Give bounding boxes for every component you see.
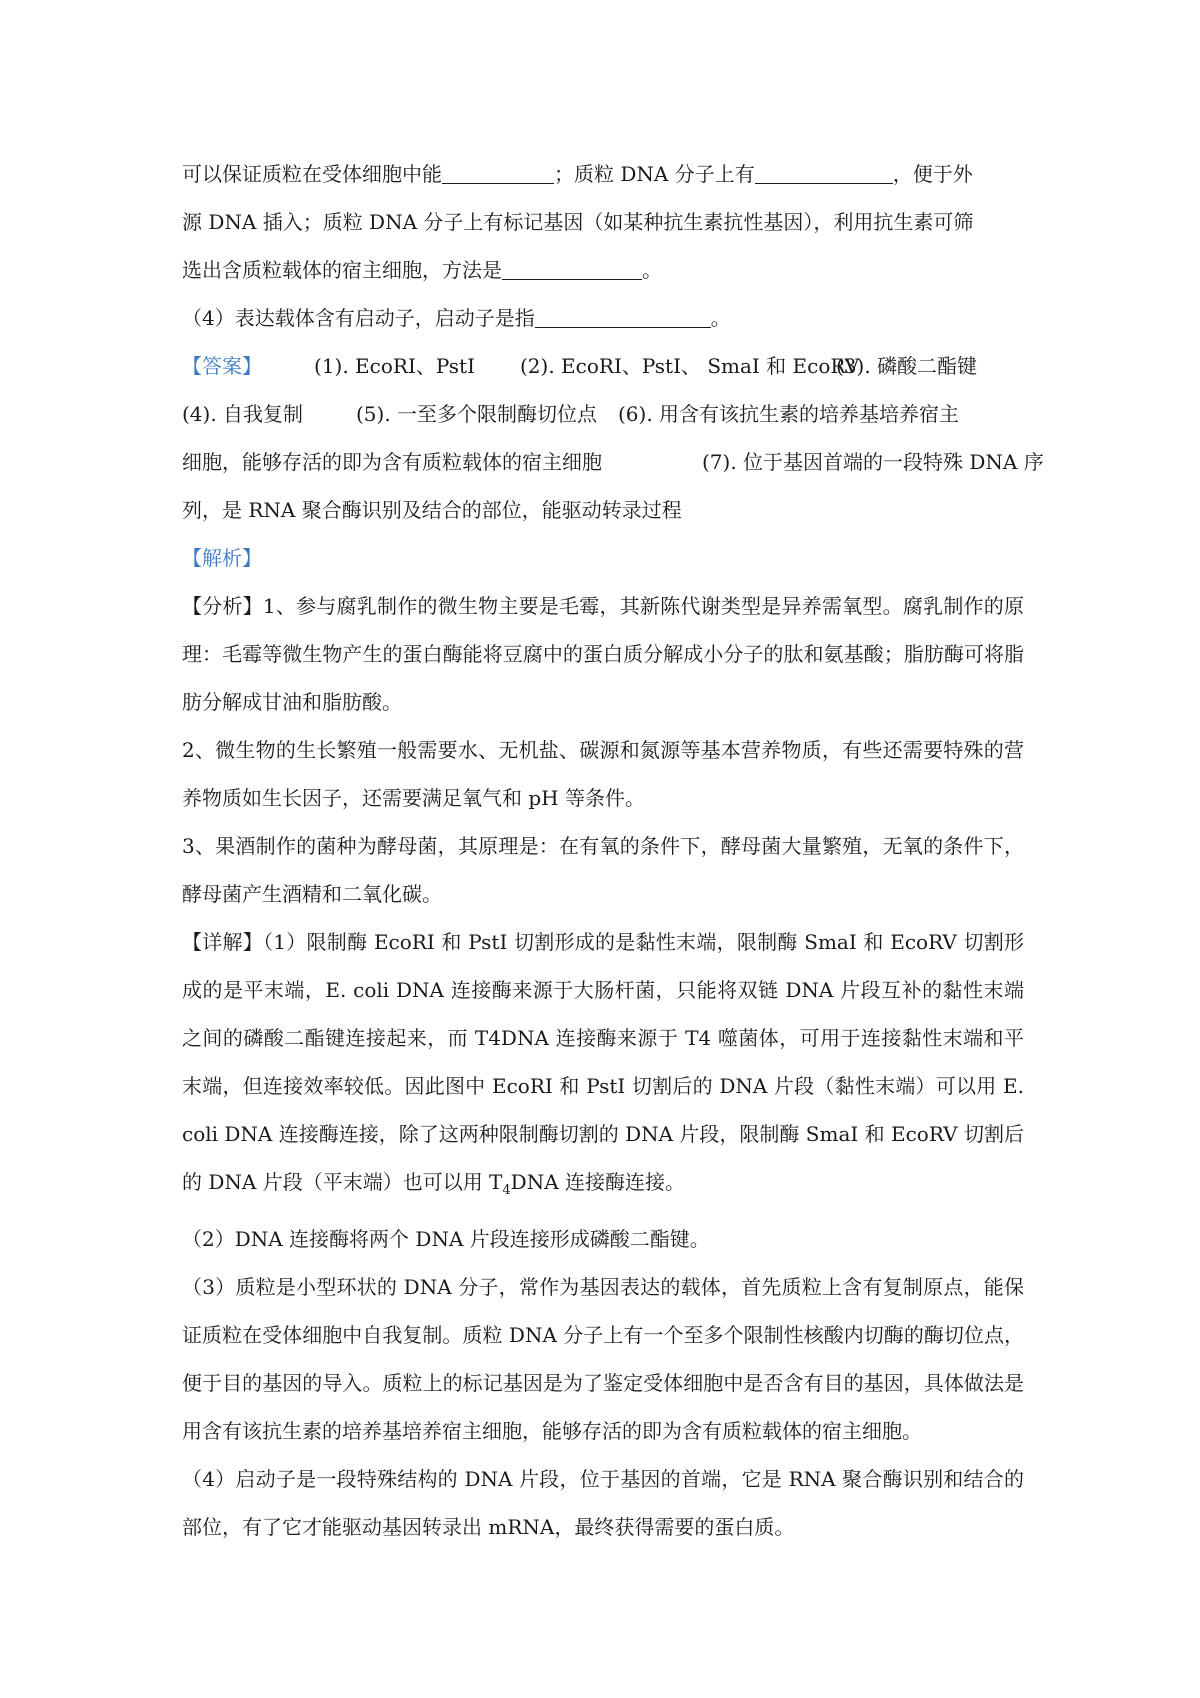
paragraph-text: （1）限制酶 EcoRI 和 PstI 切割形成的是黏性末端，限制酶 SmaI 和 EcoRV 切割形成的是平末端，E. coli DNA 连接酶来源于大肠杆菌，只能将双链 DNA 片段互补的黏性末端之间的磷酸二酯键连接起来，而 T4DNA 连接酶来源于 T4 噬菌体，可用于连接黏性末端和平末端，但连接效率较低。因此图中 EcoRI 和 PstI 切割后的 DNA 片段（黏性末端）可以用 E. coli DNA 连接酶连接，除了这两种限制酶切割的 DNA 片段，限制酶 SmaI 和 EcoRV 切割后的 DNA 片段（平末端）也可以用 T: [182, 930, 1024, 1194]
document-content: [182, 150, 1044, 1551]
detail-paragraph-4: （4）启动子是一段特殊结构的 DNA 片段，位于基因的首端，它是 RNA 聚合酶识别和结合的部位，有了它才能驱动基因转录出 mRNA，最终获得需要的蛋白质。: [182, 1467, 1024, 1539]
paragraph-text: DNA 连接酶连接。: [510, 1170, 686, 1194]
answer-blank-2: [755, 157, 893, 184]
answer-blank-1: [442, 157, 554, 184]
question-line-1: [182, 150, 1024, 198]
question-line-2: 源 DNA 插入；质粒 DNA 分子上有标记基因（如某种抗生素抗性基因），利用抗生素可筛: [182, 210, 974, 234]
answer-item-6: (6). 用含有该抗生素的培养基培养宿主: [618, 402, 960, 426]
detail-paragraph-2: （2）DNA 连接酶将两个 DNA 片段连接形成磷酸二酯键。: [182, 1227, 710, 1251]
question-text: 。: [642, 258, 662, 282]
analysis-tag: 【解析】: [182, 546, 262, 570]
analysis-paragraph-2: 2、微生物的生长繁殖一般需要水、无机盐、碳源和氮源等基本营养物质，有些还需要特殊的营养物质如生长因子，还需要满足氧气和 pH 等条件。: [182, 738, 1024, 810]
question-text: ，便于外: [892, 162, 973, 186]
answer-item-7-cont: 列，是 RNA 聚合酶识别及结合的部位，能驱动转录过程: [182, 498, 682, 522]
answer-item-7: (7). 位于基因首端的一段特殊 DNA 序: [702, 450, 1044, 474]
answer-item-3: (3). 磷酸二酯键: [836, 354, 978, 378]
subscript: 4: [502, 1183, 511, 1198]
paragraph-text: 1、参与腐乳制作的微生物主要是毛霉，其新陈代谢类型是异养需氧型。腐乳制作的原理：毛霉等微生物产生的蛋白酶能将豆腐中的蛋白质分解成小分子的肽和氨基酸；脂肪酶可将脂肪分解成甘油和脂肪酸。: [182, 594, 1024, 714]
question-text: 选出含质粒载体的宿主细胞，方法是: [182, 258, 502, 282]
question-line-4: [182, 294, 1024, 342]
answer-item-5: (5). 一至多个限制酶切位点: [356, 402, 598, 426]
analysis-subtag: 【分析】: [182, 594, 263, 618]
question-text: ；质粒 DNA 分子上有: [554, 162, 755, 186]
question-text: 。: [710, 306, 731, 330]
answer-section: [182, 342, 1044, 582]
detail-paragraph-1: [182, 918, 1024, 1215]
analysis-paragraph-1: [182, 582, 1024, 726]
question-text: （4）表达载体含有启动子，启动子是指: [182, 306, 535, 330]
answer-item-6-cont: 细胞，能够存活的即为含有质粒载体的宿主细胞: [182, 450, 602, 474]
answer-item-4: (4). 自我复制: [182, 402, 304, 426]
detail-paragraph-3: （3）质粒是小型环状的 DNA 分子，常作为基因表达的载体，首先质粒上含有复制原点，能保证质粒在受体细胞中自我复制。质粒 DNA 分子上有一个至多个限制性核酸内切酶的酶切位点，便于目的基因的导入。质粒上的标记基因是为了鉴定受体细胞中是否含有目的基因，具体做法是用含有该抗生素的培养基培养宿主细胞，能够存活的即为含有质粒载体的宿主细胞。: [182, 1275, 1024, 1443]
question-text: 可以保证质粒在受体细胞中能: [182, 162, 442, 186]
detail-subtag: 【详解】: [182, 930, 264, 954]
answer-blank-3: [502, 253, 642, 280]
answer-blank-4: [535, 301, 711, 328]
answer-item-1: (1). EcoRI、PstI: [314, 354, 475, 378]
answer-item-2: (2). EcoRI、PstI、 SmaI 和 EcoRV: [520, 354, 860, 378]
answer-tag: 【答案】: [182, 354, 262, 378]
question-line-3: [182, 246, 1024, 294]
analysis-paragraph-3: 3、果酒制作的菌种为酵母菌，其原理是：在有氧的条件下，酵母菌大量繁殖，无氧的条件下，酵母菌产生酒精和二氧化碳。: [182, 834, 1024, 906]
